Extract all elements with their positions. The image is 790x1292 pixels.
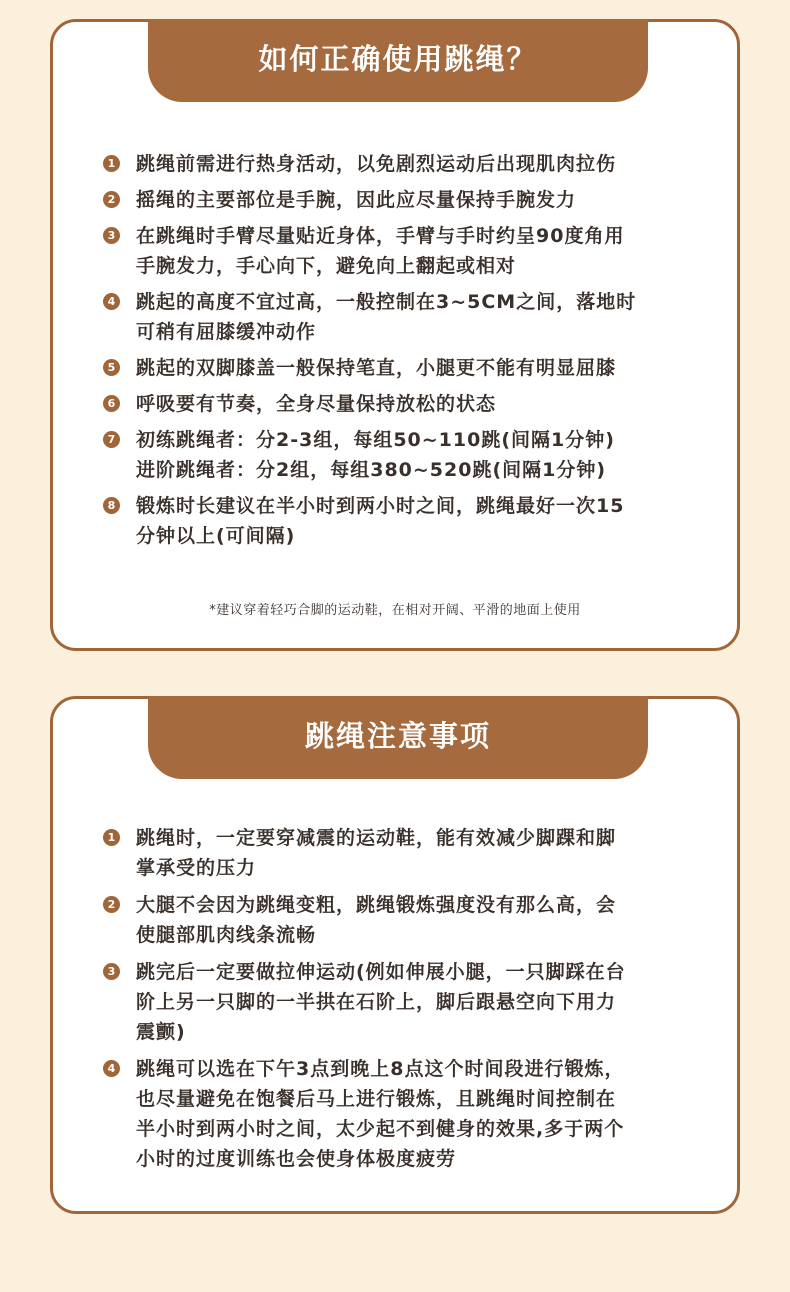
list-item <box>103 353 717 383</box>
caution-card <box>50 696 740 1214</box>
list-item-text: 震颤) <box>136 1021 186 1043</box>
number-badge-icon: 5 <box>103 359 120 376</box>
usage-note: *建议穿着轻巧合脚的运动鞋，在相对开阔、平滑的地面上使用 <box>209 603 581 618</box>
list-item <box>103 389 717 419</box>
list-item-text: 在跳绳时手臂尽量贴近身体，手臂与手时约呈90度角用 <box>136 225 625 247</box>
number-badge-icon: 1 <box>103 155 120 172</box>
list-item-text: 锻炼时长建议在半小时到两小时之间，跳绳最好一次15 <box>136 495 625 517</box>
list-item-text: 半小时到两小时之间，太少起不到健身的效果,多于两个 <box>136 1118 625 1140</box>
list-item-text: 进阶跳绳者：分2组，每组380~520跳(间隔1分钟) <box>136 459 607 481</box>
list-item <box>103 185 717 215</box>
list-item-text: 跳绳可以选在下午3点到晚上8点这个时间段进行锻炼， <box>136 1058 625 1080</box>
number-badge-icon: 4 <box>103 1060 120 1077</box>
list-item-text: 跳起的高度不宜过高，一般控制在3~5CM之间，落地时 <box>136 291 637 313</box>
list-item-text: 小时的过度训练也会使身体极度疲劳 <box>136 1148 457 1170</box>
number-badge-icon: 3 <box>103 227 120 244</box>
list-item-text: 跳完后一定要做拉伸运动(例如伸展小腿，一只脚踩在台 <box>136 961 626 983</box>
list-item <box>103 1054 717 1174</box>
list-item <box>103 287 717 347</box>
list-item-text: 掌承受的压力 <box>136 857 257 879</box>
number-badge-icon: 2 <box>103 896 120 913</box>
list-item-text: 分钟以上(可间隔) <box>136 525 296 547</box>
list-item-text: 初练跳绳者：分2-3组，每组50~110跳(间隔1分钟) <box>136 429 615 451</box>
usage-title: 如何正确使用跳绳？ <box>148 19 648 102</box>
list-item-text: 大腿不会因为跳绳变粗，跳绳锻炼强度没有那么高，会 <box>136 894 617 916</box>
list-item-text: 可稍有屈膝缓冲动作 <box>136 321 317 343</box>
list-item <box>103 149 717 179</box>
number-badge-icon: 6 <box>103 395 120 412</box>
list-item <box>103 425 717 485</box>
list-item-text: 使腿部肌肉线条流畅 <box>136 924 317 946</box>
list-item-text: 跳绳前需进行热身活动，以免剧烈运动后出现肌肉拉伤 <box>136 153 617 175</box>
list-item-text: 手腕发力，手心向下，避免向上翻起或相对 <box>136 255 517 277</box>
number-badge-icon: 2 <box>103 191 120 208</box>
number-badge-icon: 8 <box>103 497 120 514</box>
number-badge-icon: 7 <box>103 431 120 448</box>
list-item-text: 跳起的双脚膝盖一般保持笔直，小腿更不能有明显屈膝 <box>136 357 617 379</box>
list-item-text: 呼吸要有节奏，全身尽量保持放松的状态 <box>136 393 497 415</box>
usage-card <box>50 19 740 651</box>
number-badge-icon: 1 <box>103 829 120 846</box>
list-item <box>103 221 717 281</box>
list-item <box>103 890 717 950</box>
number-badge-icon: 4 <box>103 293 120 310</box>
list-item <box>103 957 717 1047</box>
list-item <box>103 823 717 883</box>
list-item-text: 摇绳的主要部位是手腕，因此应尽量保持手腕发力 <box>136 189 577 211</box>
list-item-text: 跳绳时，一定要穿减震的运动鞋，能有效减少脚踝和脚 <box>136 827 617 849</box>
caution-list <box>103 823 717 1181</box>
list-item-text: 也尽量避免在饱餐后马上进行锻炼，且跳绳时间控制在 <box>136 1088 617 1110</box>
caution-title: 跳绳注意事项 <box>148 696 648 779</box>
list-item <box>103 491 717 551</box>
number-badge-icon: 3 <box>103 963 120 980</box>
list-item-text: 阶上另一只脚的一半拱在石阶上，脚后跟悬空向下用力 <box>136 991 617 1013</box>
usage-list <box>103 149 717 557</box>
